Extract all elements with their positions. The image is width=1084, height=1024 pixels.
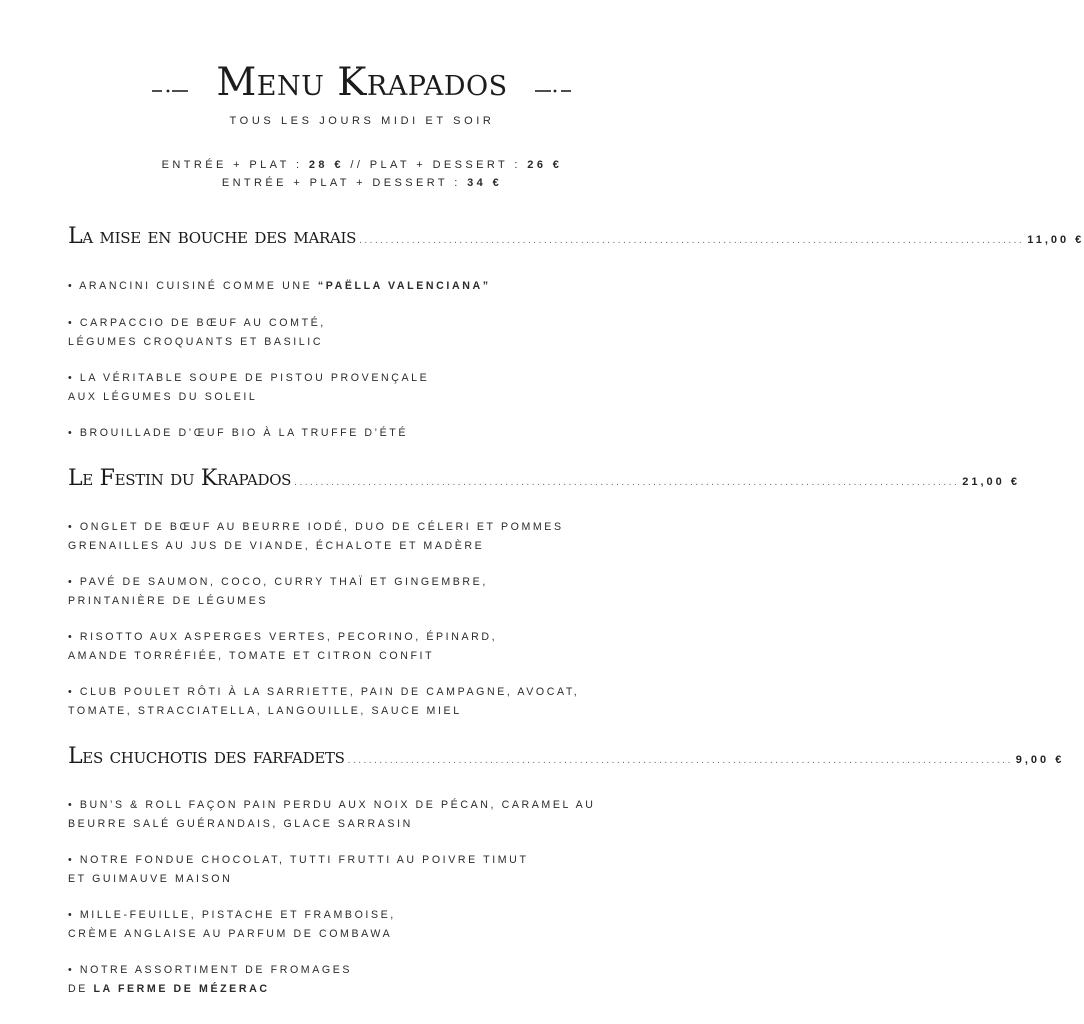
item-line: BEURRE SALÉ GUÉRANDAIS, GLACE SARRASIN xyxy=(68,818,413,830)
section-title: Le Festin du Krapados xyxy=(68,466,292,491)
item-line: • LA VÉRITABLE SOUPE DE PISTOU PROVENÇALE xyxy=(68,372,430,384)
section-header-mise-en-bouche xyxy=(68,224,1084,254)
formula-prices xyxy=(0,156,724,192)
item-line: • CARPACCIO DE BŒUF AU COMTÉ, xyxy=(68,317,326,329)
formula-price: 28 € xyxy=(308,159,344,171)
menu-item xyxy=(68,961,658,999)
menu-item xyxy=(68,628,658,666)
item-line: TOMATE, STRACCIATELLA, LANGOUILLE, SAUCE MIEL xyxy=(68,705,462,717)
item-line: • CLUB POULET RÔTI À LA SARRIETTE, PAIN DE CAMPAGNE, AVOCAT, xyxy=(68,686,580,698)
item-line: • RISOTTO AUX ASPERGES VERTES, PECORINO, ÉPINARD, xyxy=(68,631,498,643)
section-header-festin xyxy=(68,466,1020,496)
section-title: La mise en bouche des marais xyxy=(68,224,357,249)
item-line: • ONGLET DE BŒUF AU BEURRE IODÉ, DUO DE CÉLERI ET POMMES xyxy=(68,521,564,533)
menu-item xyxy=(68,424,658,443)
item-line: ET GUIMAUVE MAISON xyxy=(68,873,233,885)
item-text: • ARANCINI CUISINÉ COMME UNE xyxy=(68,280,318,292)
page-title: Menu Krapados xyxy=(216,60,508,105)
item-line: PRINTANIÈRE DE LÉGUMES xyxy=(68,595,269,607)
item-line: • NOTRE FONDUE CHOCOLAT, TUTTI FRUTTI AU POIVRE TIMUT xyxy=(68,854,529,866)
formula-text: ENTRÉE + PLAT + DESSERT : xyxy=(221,177,468,189)
formula-line-2 xyxy=(0,174,724,192)
formula-line-1 xyxy=(0,156,724,174)
item-line: • BROUILLADE D’ŒUF BIO À LA TRUFFE D’ÉTÉ xyxy=(68,427,409,439)
section-price: 21,00 € xyxy=(962,476,1020,488)
menu-item xyxy=(68,851,658,889)
menu-item xyxy=(68,573,658,611)
menu-item xyxy=(68,314,658,352)
item-highlight: “PAËLLA VALENCIANA” xyxy=(317,280,491,292)
item-line: • MILLE-FEUILLE, PISTACHE ET FRAMBOISE, xyxy=(68,909,396,921)
item-text: DE xyxy=(68,983,94,995)
section-header-chuchotis xyxy=(68,744,1065,774)
item-line: AMANDE TORRÉFIÉE, TOMATE ET CITRON CONFIT xyxy=(68,650,435,662)
menu-item xyxy=(68,683,658,721)
formula-text: // PLAT + DESSERT : xyxy=(343,159,528,171)
formula-text: ENTRÉE + PLAT : xyxy=(161,159,309,171)
section-title: Les chuchotis des farfadets xyxy=(68,744,345,769)
dot-leader: .............................................................................................................................. xyxy=(347,755,1013,766)
dot-leader: .............................................................................................................................. xyxy=(359,235,1025,246)
formula-price: 34 € xyxy=(467,177,503,189)
item-line: • NOTRE ASSORTIMENT DE FROMAGES xyxy=(68,964,353,976)
subtitle: TOUS LES JOURS MIDI ET SOIR xyxy=(229,115,495,127)
section-price: 9,00 € xyxy=(1015,754,1065,766)
section-price: 11,00 € xyxy=(1027,234,1084,246)
menu-item xyxy=(68,277,658,296)
menu-item xyxy=(68,906,658,944)
item-line: AUX LÉGUMES DU SOLEIL xyxy=(68,391,258,403)
menu-item xyxy=(68,518,658,556)
item-line: GRENAILLES AU JUS DE VIANDE, ÉCHALOTE ET MADÈRE xyxy=(68,540,485,552)
item-line: CRÈME ANGLAISE AU PARFUM DE COMBAWA xyxy=(68,928,393,940)
formula-price: 26 € xyxy=(527,159,563,171)
ornament-right-icon xyxy=(533,82,571,96)
item-line: • PAVÉ DE SAUMON, COCO, CURRY THAÏ ET GINGEMBRE, xyxy=(68,576,488,588)
menu-header xyxy=(0,58,724,108)
item-highlight: LA FERME DE MÉZERAC xyxy=(93,983,270,995)
item-line: • BUN’S & ROLL FAÇON PAIN PERDU AUX NOIX DE PÉCAN, CARAMEL AU xyxy=(68,799,596,811)
menu-item xyxy=(68,369,658,407)
dot-leader: .............................................................................................................................. xyxy=(294,477,960,488)
item-line: LÉGUMES CROQUANTS ET BASILIC xyxy=(68,336,324,348)
menu-item xyxy=(68,796,658,834)
